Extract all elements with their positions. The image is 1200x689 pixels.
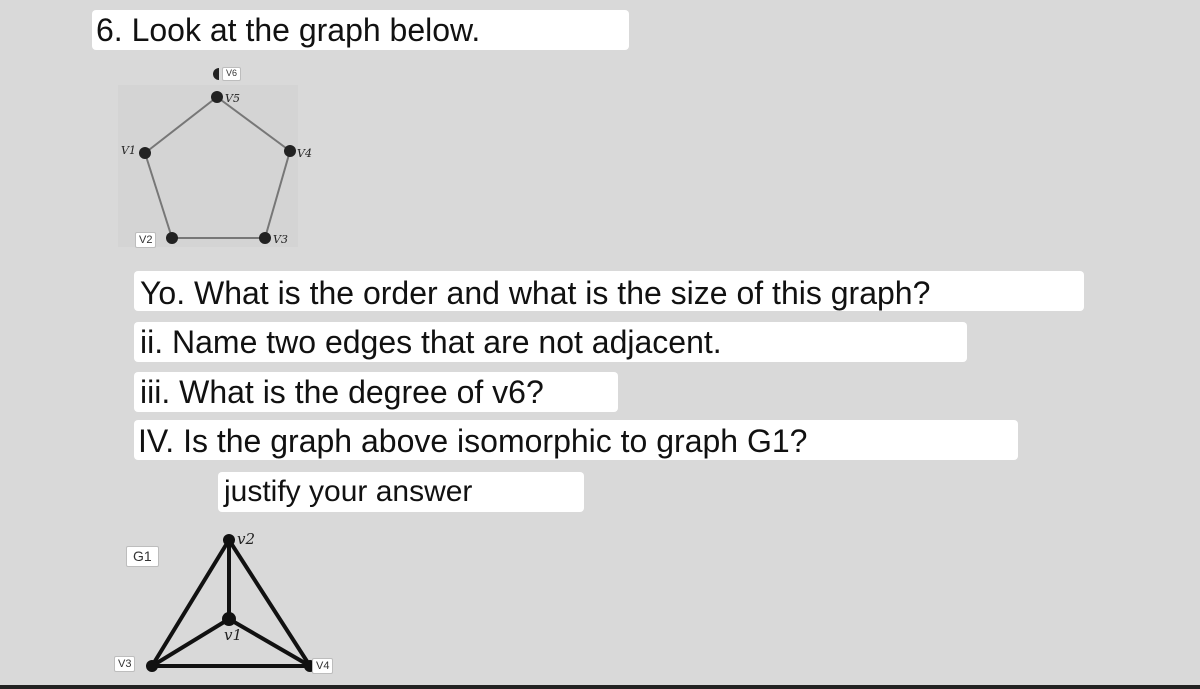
g1-label-v1: v1	[224, 626, 243, 644]
edge-v5-v4	[217, 97, 290, 151]
g1-vertex-v3	[146, 660, 158, 672]
g1-vertex-v1	[222, 612, 236, 626]
label-v4: V4	[297, 147, 312, 160]
edge-v1-v5	[145, 97, 217, 153]
label-v1: V1	[121, 144, 136, 157]
vertex-v3	[259, 232, 271, 244]
vertex-v2	[166, 232, 178, 244]
edge-v2-v1	[145, 153, 172, 238]
question-heading: 6. Look at the graph below.	[92, 10, 629, 50]
vertex-v4	[284, 145, 296, 157]
g1-edge-v1-v3	[152, 619, 229, 666]
label-v2: V2	[135, 232, 156, 248]
g1-label-v3: V3	[114, 656, 135, 672]
question-justify: justify your answer	[218, 472, 584, 512]
vertex-v1	[139, 147, 151, 159]
g1-vertex-v2	[223, 534, 235, 546]
g1-edge-v2-v4	[229, 540, 310, 666]
vertex-v6	[213, 68, 219, 80]
question-isomorphic: IV. Is the graph above isomorphic to graph G1?	[134, 420, 1018, 460]
question-degree-v6: iii. What is the degree of v6?	[134, 372, 618, 412]
g1-label-v2: v2	[237, 530, 256, 548]
question-order-size: Yo. What is the order and what is the size of this graph?	[134, 271, 1084, 311]
bottom-border	[0, 685, 1200, 689]
label-v6: V6	[222, 67, 241, 81]
g1-label-v4: V4	[312, 658, 333, 674]
label-v5: V5	[225, 92, 240, 105]
g1-title: G1	[126, 546, 159, 567]
vertex-v5	[211, 91, 223, 103]
pentagon-graph	[121, 68, 312, 246]
g1-graph	[146, 530, 316, 672]
label-v3: V3	[273, 233, 288, 246]
g1-edge-v2-v3	[152, 540, 229, 666]
edge-v4-v3	[265, 151, 290, 238]
question-non-adjacent-edges: ii. Name two edges that are not adjacent.	[134, 322, 967, 362]
